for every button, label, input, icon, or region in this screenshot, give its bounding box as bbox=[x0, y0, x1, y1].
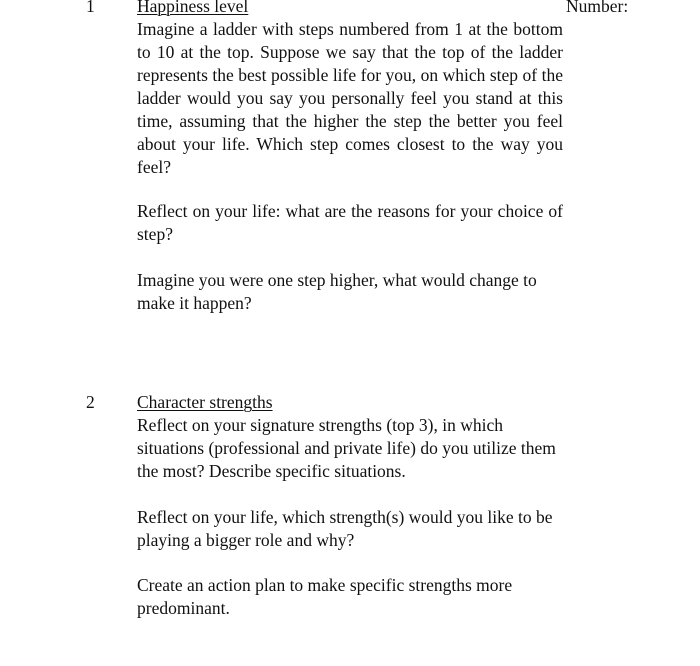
step-higher-question-paragraph: Imagine you were one step higher, what would change to make it happen? bbox=[137, 270, 537, 313]
number-label: Number: bbox=[566, 0, 629, 16]
question-number-1: 1 bbox=[86, 0, 95, 16]
bigger-role-paragraph: Reflect on your life, which strength(s) would you like to be playing a bigger role and why? bbox=[137, 507, 553, 550]
question-number-2: 2 bbox=[86, 392, 95, 412]
section-happiness bbox=[137, 0, 563, 179]
action-plan-paragraph: Create an action plan to make specific strengths more predominant. bbox=[137, 575, 513, 618]
section-title-happiness: Happiness level bbox=[137, 0, 249, 16]
section-character-strengths bbox=[137, 391, 557, 483]
signature-strengths-paragraph: Reflect on your signature strengths (top 3), in which situations (professional and private life) do you utilize them the most? Describe specific situations. bbox=[137, 415, 556, 481]
section-title-character-strengths: Character strengths bbox=[137, 392, 273, 412]
reasons-question-paragraph: Reflect on your life: what are the reasons for your choice of step? bbox=[137, 201, 563, 244]
ladder-question-paragraph: Imagine a ladder with steps numbered from 1 at the bottom to 10 at the top. Suppose we say that the top of the ladder represents the best possible life for you, on which step of the ladder would you say you personally feel you stand at this time, assuming that the higher the step the better you feel about your life. Which step comes closest to the way you feel? bbox=[137, 19, 563, 177]
